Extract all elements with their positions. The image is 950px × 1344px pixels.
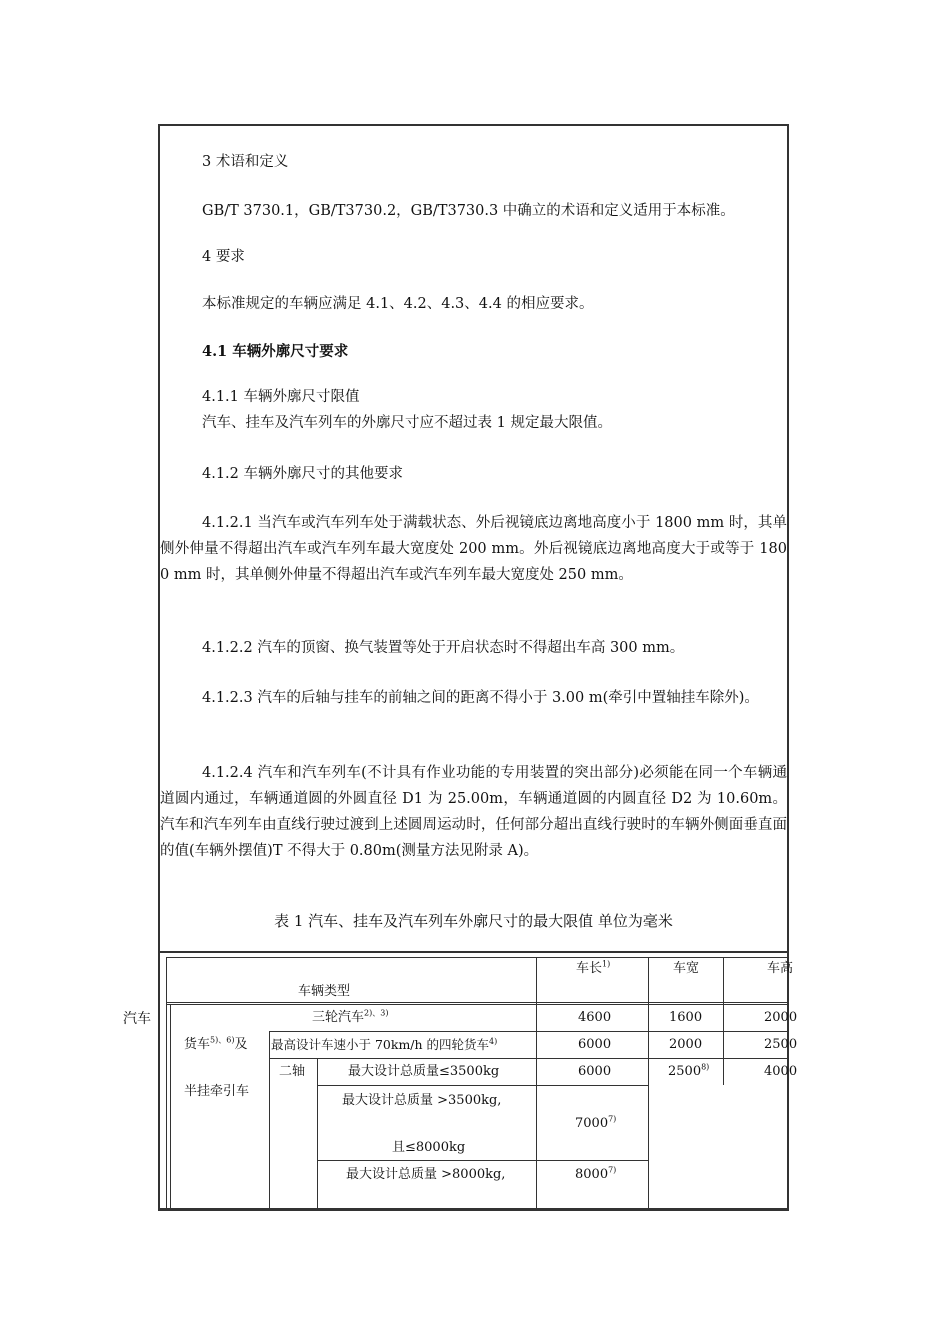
row-r3-length: 8000$^{7)}$: [575, 1165, 617, 1182]
section-4-1-1-text: 汽车、挂车及汽车列车的外廓尺寸应不超过表 1 规定最大限值。: [202, 415, 612, 431]
label-automobile: 汽车: [123, 1011, 151, 1027]
table-caption: 表 1 汽车、挂车及汽车列车外廓尺寸的最大限值 单位为毫米: [274, 912, 673, 930]
section-4-1-2-heading: 4.1.2 车辆外廓尺寸的其他要求: [202, 466, 404, 482]
row-r2-desc-b: 且≤8000kg: [392, 1140, 466, 1155]
paragraph-4-1-2-1: 4.1.2.1 当汽车或汽车列车处于满载状态、外后视镜底边离地高度小于 1800 mm 时，其单侧外伸量不得超出汽车或汽车列车最大宽度处 200 mm。外后视镜底边离地高度大于或等于 1800 mm 时，其单侧外伸量不得超出汽车或汽车列车最大宽度处 250 mm。: [160, 515, 787, 583]
paragraph-4-1-2-4: 4.1.2.4 汽车和汽车列车(不计具有作业功能的专用装置的突出部分)必须能在同一个车辆通道圆内通过，车辆通道圆的外圆直径 D1 为 25.00m，车辆通道圆的内圆直径 D2 为 10.60m。汽车和汽车列车由直线行驶过渡到上述圆周运动时，任何部分超出直线行驶时的车辆外侧面垂直面的值(车辆外摆值)T 不得大于 0.80m(测量方法见附录 A)。: [160, 765, 787, 859]
section-4-text: 本标准规定的车辆应满足 4.1、4.2、4.3、4.4 的相应要求。: [202, 296, 594, 312]
row-r2-length: 7000$^{7)}$: [575, 1114, 617, 1131]
truck-label-semi: 半挂牵引车: [184, 1084, 250, 1099]
row-r1-desc: 最大设计总质量≤3500kg: [348, 1064, 500, 1079]
section-4-1-1-heading: 4.1.1 车辆外廓尺寸限值: [202, 389, 360, 405]
section-4-heading: 4 要求: [202, 249, 245, 265]
row-four-wheel-length: 6000: [578, 1037, 612, 1052]
header-height: 车高: [767, 961, 794, 976]
row-r2-desc-a: 最大设计总质量 >3500kg,: [342, 1093, 502, 1108]
section-3-text: GB/T 3730.1，GB/T3730.2，GB/T3730.3 中确立的术语和定义适用于本标准。: [202, 203, 735, 219]
row-four-wheel-width: 2000: [669, 1037, 703, 1052]
paragraph-4-1-2-3: 4.1.2.3 汽车的后轴与挂车的前轴之间的距离不得小于 3.00 m(牵引中置轴挂车除外)。: [202, 690, 759, 706]
section-4-1-heading: 4.1 车辆外廓尺寸要求: [202, 343, 349, 360]
row-r1-height: 4000: [764, 1064, 798, 1079]
row-tricycle-width: 1600: [669, 1010, 703, 1025]
row-r3-desc: 最大设计总质量 >8000kg,: [346, 1167, 506, 1182]
row-tricycle-height: 2000: [764, 1010, 798, 1025]
two-axle-label: 二轴: [279, 1064, 306, 1079]
section-3-heading: 3 术语和定义: [202, 154, 289, 170]
header-width: 车宽: [673, 961, 700, 976]
paragraph-4-1-2-2: 4.1.2.2 汽车的顶窗、换气装置等处于开启状态时不得超出车高 300 mm。: [202, 640, 685, 656]
truck-label: 货车$^{5)、6)}$及: [184, 1035, 248, 1052]
row-r1-width: 2500$^{8)}$: [668, 1062, 710, 1079]
header-length: 车长$^{1)}$: [576, 959, 611, 976]
row-r1-length: 6000: [578, 1064, 612, 1079]
row-tricycle-length: 4600: [578, 1010, 612, 1025]
row-four-wheel-label: 最高设计车速小于 70km/h 的四轮货车$^{4)}$: [271, 1036, 498, 1052]
header-vehicle-type: 车辆类型: [298, 984, 351, 999]
row-four-wheel-height: 2500: [764, 1037, 798, 1052]
row-tricycle-label: 三轮汽车$^{2)、3)}$: [312, 1008, 389, 1025]
